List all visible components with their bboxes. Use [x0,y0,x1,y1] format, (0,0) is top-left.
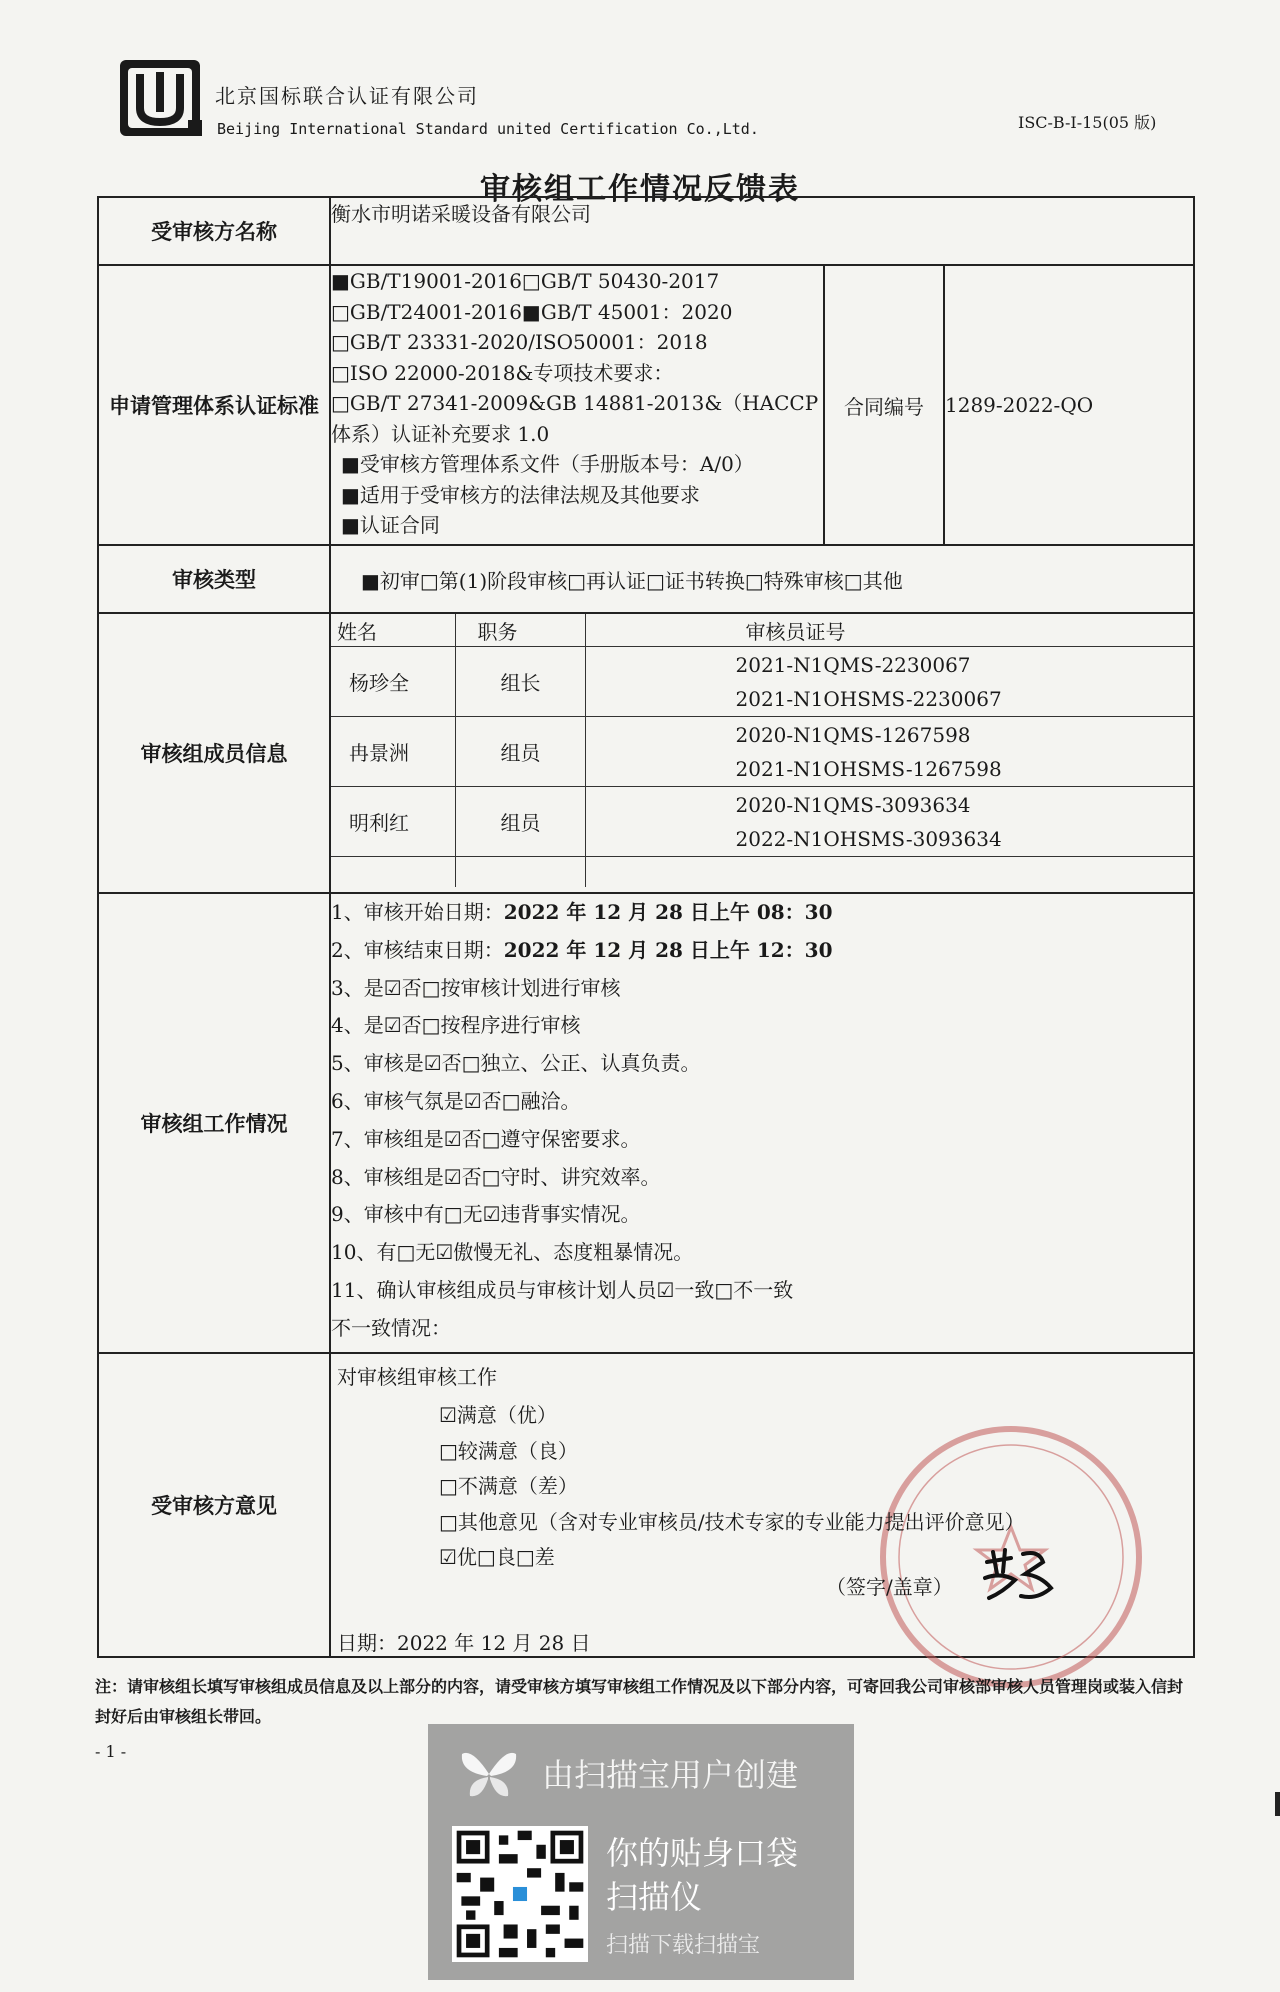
page-number: - 1 - [95,1742,127,1761]
scanner-watermark [428,1724,854,1980]
team-label: 审核组成员信息 [98,613,330,893]
work-item: 3、是☑否□按审核计划进行审核 [331,975,621,1000]
opinion-row [98,1353,1194,1657]
member-certs [585,647,1193,717]
auditee-name: 衡水市明诺采暖设备有限公司 [330,197,1194,265]
watermark-download-text: 扫描下载扫描宝 [606,1933,761,1958]
standard-line: ■适用于受审核方的法律法规及其他要求 [341,482,700,507]
standards-list [330,265,824,545]
edge-mark [1275,1792,1280,1816]
opinion-option: □不满意（差） [439,1474,578,1498]
standard-line: 体系）认证补充要求 1.0 [331,421,550,446]
member-name: 冉景洲 [331,717,455,787]
audit-type-row [98,545,1194,613]
member-role: 组员 [455,717,585,787]
watermark-slogan-1: 你的贴身口袋 [606,1834,799,1872]
header-cert: 审核员证号 [585,614,1193,647]
team-header-row [331,614,1193,647]
work-label: 审核组工作情况 [98,893,330,1353]
cert-number: 2020-N1QMS-1267598 [735,722,971,747]
footnote: 注：请审核组长填写审核组成员信息及以上部分的内容，请受审核方填写审核组工作情况及以下部分内容，可寄回我公司审核部审核人员管理岗或装入信封封好后由审核组长带回。 [95,1677,1184,1726]
opinion-option: ☑优□良□差 [439,1545,555,1569]
cert-number: 2021-N1QMS-2230067 [735,652,971,677]
work-item: 8、审核组是☑否□守时、讲究效率。 [331,1164,661,1189]
work-item: 5、审核是☑否□独立、公正、认真负责。 [331,1051,701,1076]
cert-number: 2021-N1OHSMS-1267598 [735,756,1002,781]
butterfly-logo-icon [458,1746,520,1802]
cert-number: 2020-N1QMS-3093634 [735,792,971,817]
handwritten-signature [981,1544,1061,1604]
qr-code-icon [452,1826,588,1962]
company-name-cn: 北京国标联合认证有限公司 [215,84,479,108]
team-empty-row [331,857,1193,887]
auditee-label: 受审核方名称 [98,197,330,265]
cert-number: 2021-N1OHSMS-2230067 [735,686,1002,711]
sign-label: （签字/盖章） [826,1575,953,1599]
cert-number: 2022-N1OHSMS-3093634 [735,826,1002,851]
opinion-date: 日期：2022 年 12 月 28 日 [337,1631,591,1655]
standard-line: ■受审核方管理体系文件（手册版本号：A/0） [341,452,754,476]
member-name: 杨珍全 [331,647,455,717]
team-table [331,614,1193,887]
audit-type-options: ■初审□第(1)阶段审核□再认证□证书转换□特殊审核□其他 [330,545,1194,613]
work-item: 9、审核中有□无☑违背事实情况。 [331,1202,641,1227]
member-name: 明利红 [331,787,455,857]
opinion-cell [330,1353,1194,1657]
contract-number: 1289-2022-QO [944,265,1194,545]
end-date: 2022 年 12 月 28 日上午 12：30 [503,937,833,962]
work-items [330,893,1194,1353]
page-title: 审核组工作情况反馈表 [480,172,800,207]
work-item: 10、有□无☑傲慢无礼、态度粗暴情况。 [331,1240,694,1265]
header-role: 职务 [455,614,585,647]
standard-line: □ISO 22000-2018&专项技术要求： [331,360,674,385]
standard-line: □GB/T 23331-2020/ISO50001：2018 [331,330,708,354]
contract-label: 合同编号 [824,265,944,545]
opinion-option: □其他意见（含对专业审核员/技术专家的专业能力提出评价意见） [439,1509,1025,1534]
feedback-table [97,196,1195,1658]
work-item: 11、确认审核组成员与审核计划人员☑一致□不一致 [331,1277,794,1302]
member-role: 组员 [455,787,585,857]
standard-line: ■GB/T19001-2016□GB/T 50430-2017 [331,269,720,293]
opinion-option: ☑满意（优） [439,1403,557,1427]
standard-line: □GB/T 27341-2009&GB 14881-2013&（HACCP [331,391,819,415]
member-role: 组长 [455,647,585,717]
audit-type-label: 审核类型 [98,545,330,613]
work-start-line: 1、审核开始日期：2022 年 12 月 28 日上午 08：30 [331,900,833,924]
standard-line: ■认证合同 [341,513,440,537]
opinion-option: □较满意（良） [439,1438,578,1463]
company-logo [118,58,202,138]
company-name-en: Beijing International Standard united Certification Co.,Ltd. [217,120,759,138]
opinion-label: 受审核方意见 [98,1353,330,1657]
inconsistency-label: 不一致情况： [331,1315,451,1340]
team-member-row [331,787,1193,857]
work-row [98,893,1194,1353]
start-date: 2022 年 12 月 28 日上午 08：30 [503,900,833,924]
watermark-slogan-2: 扫描仪 [606,1878,703,1916]
team-row [98,613,1194,893]
standards-row [98,265,1194,545]
member-certs [585,717,1193,787]
standard-line: □GB/T24001-2016■GB/T 45001：2020 [331,299,733,324]
work-end-line: 2、审核结束日期：2022 年 12 月 28 日上午 12：30 [331,937,833,962]
opinion-options [439,1398,1025,1576]
work-item: 6、审核气氛是☑否□融洽。 [331,1088,581,1113]
team-member-row [331,717,1193,787]
work-item: 7、审核组是☑否□遵守保密要求。 [331,1126,641,1151]
auditee-row [98,197,1194,265]
opinion-head: 对审核组审核工作 [337,1365,497,1389]
team-member-row [331,647,1193,717]
watermark-created-text: 由扫描宝用户创建 [542,1756,799,1794]
team-cell [330,613,1194,893]
member-certs [585,787,1193,857]
form-number: ISC-B-I-15(05 版) [1018,113,1157,132]
work-item: 4、是☑否□按程序进行审核 [331,1013,581,1038]
standards-label: 申请管理体系认证标准 [98,265,330,545]
header-name: 姓名 [331,614,455,647]
